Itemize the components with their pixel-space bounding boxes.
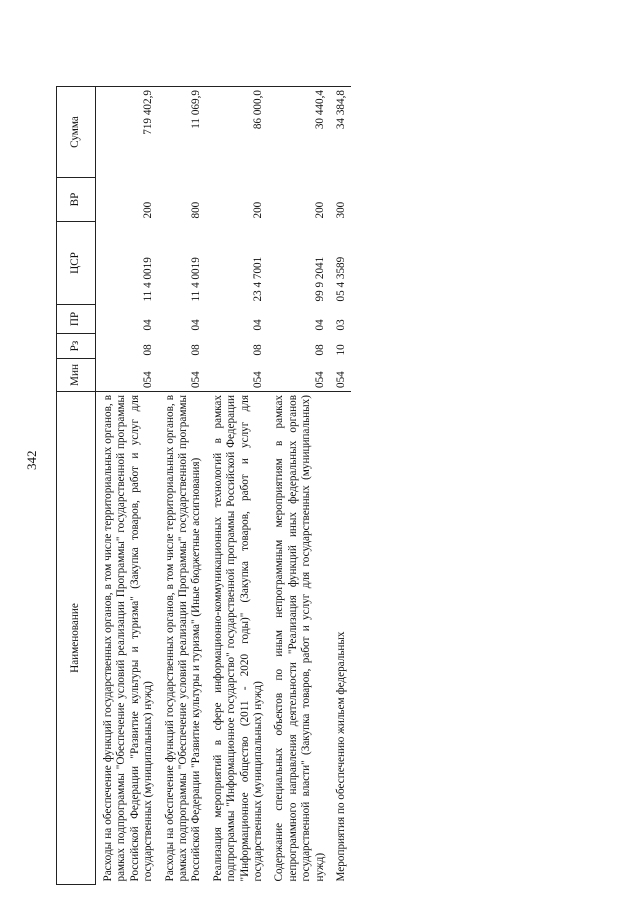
row-sum: 86 000,0	[206, 87, 268, 178]
table-row	[206, 87, 268, 885]
row-vr: 200	[142, 201, 155, 219]
row-name: Расходы на обеспечение функций государственных органов, в том числе территориальных органов, в рамках подпрограммы "Обеспечение условий реализации Программы" государственной программы Российской Федерации "Развитие культуры и туризма" (Закупка товаров, работ и услуг для государственных (муниципальных) нужд)	[102, 395, 155, 882]
row-name: Расходы на обеспечение функций государственных органов, в том числе территориальных органов, в рамках подпрограммы "Обеспечение условий реализации Программы" государственной программы Российской Федерации "Развитие культуры и туризма" (Иные бюджетные ассигнования)	[163, 395, 203, 882]
row-sum: 30 440,4	[267, 87, 329, 178]
row-rz: 08	[142, 344, 155, 356]
row-rz: 10	[335, 344, 348, 356]
row-csr: 11 4 0019	[190, 257, 203, 302]
row-sum: 34 384,8	[329, 87, 350, 178]
row-csr: 11 4 0019	[142, 257, 155, 302]
row-rz: 08	[190, 344, 203, 356]
row-csr: 05 4 3589	[335, 256, 348, 302]
table-row	[158, 87, 206, 885]
col-header-rz: Рз	[57, 334, 96, 359]
row-rz: 08	[252, 344, 265, 356]
row-vr: 800	[190, 201, 203, 219]
header-row	[57, 87, 96, 885]
row-pr: 04	[313, 319, 326, 331]
table-row	[96, 87, 158, 885]
row-sum: 719 402,9	[96, 87, 158, 178]
col-header-min: Мин	[57, 359, 96, 392]
row-vr: 300	[335, 201, 348, 219]
row-min: 054	[96, 359, 158, 392]
row-name: Мероприятия по обеспечению жильем федеральных	[335, 631, 348, 882]
table-row	[267, 87, 329, 885]
col-header-pr: ПР	[57, 305, 96, 334]
row-pr: 04	[190, 319, 203, 331]
row-pr: 04	[252, 319, 265, 331]
row-name: Реализация мероприятий в сфере информационно-коммуникационных технологий в рамках подпрограммы "Информационное государство" государственной программы Российской Федерации "Информационное общество (2011 - 2020 годы)" (Закупка товаров, работ и услуг для государственных (муниципальных) нужд)	[211, 395, 265, 882]
col-header-vr: ВР	[57, 178, 96, 222]
row-csr: 23 4 7001	[252, 256, 265, 302]
page-number: 342	[24, 450, 39, 470]
row-vr: 200	[252, 201, 265, 219]
col-header-csr: ЦСР	[57, 222, 96, 305]
col-header-name: Наименование	[57, 392, 96, 885]
row-csr: 99 9 2041	[313, 256, 326, 302]
row-pr: 04	[142, 319, 155, 331]
budget-table	[56, 86, 351, 885]
row-pr: 03	[335, 319, 348, 331]
row-sum: 11 069,9	[158, 87, 206, 178]
row-vr: 200	[313, 201, 326, 219]
table-row	[329, 87, 350, 885]
row-min: 054	[206, 359, 268, 392]
row-name: Содержание специальных объектов по иным непрограммным мероприятиям в рамках непрограммного направления деятельности "Реализация функций иных федеральных органов государственной власти" (Закупка товаров, работ и услуг для государственных (муниципальных) нужд)	[273, 395, 326, 882]
row-min: 054	[267, 359, 329, 392]
col-header-sum: Сумма	[57, 87, 96, 178]
row-min: 054	[329, 359, 350, 392]
row-rz: 08	[313, 344, 326, 356]
row-min: 054	[158, 359, 206, 392]
